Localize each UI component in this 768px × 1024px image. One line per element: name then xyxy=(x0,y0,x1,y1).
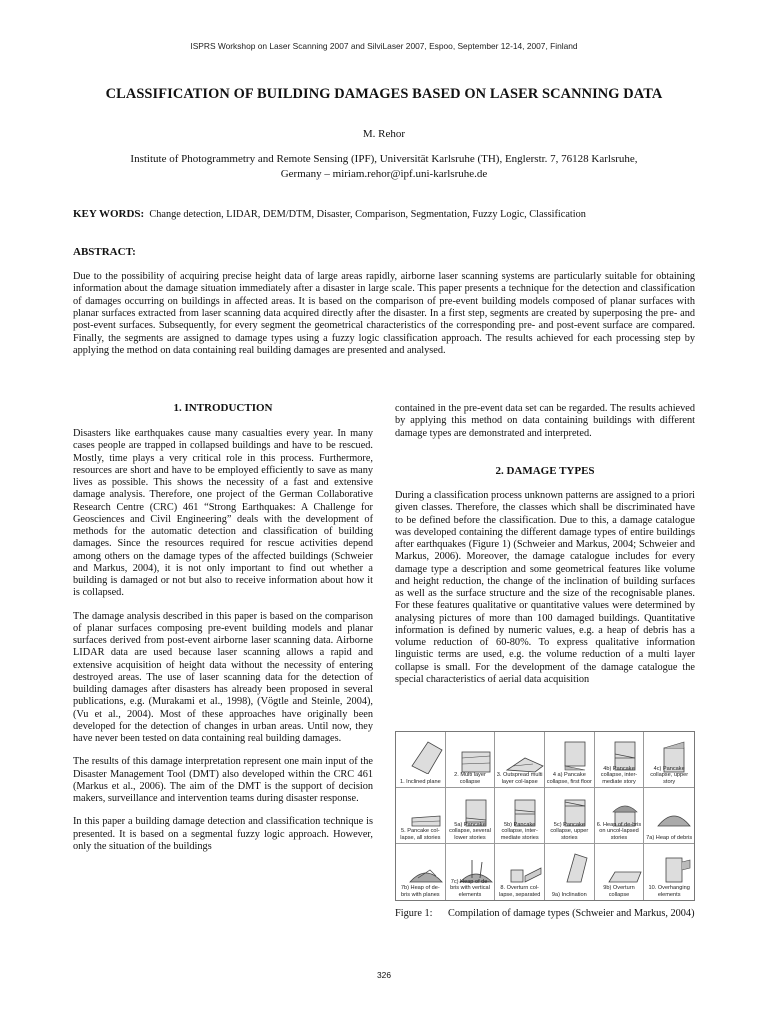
figure-cell-label: 4c) Pancake collapse, upper story xyxy=(650,765,689,785)
left-column xyxy=(73,428,373,864)
figure-cell xyxy=(545,844,595,900)
figure-cell xyxy=(595,788,645,844)
figure-cell-label: 9b) Overturn collapse xyxy=(603,885,635,898)
building-sketch-icon xyxy=(654,792,694,830)
figure-cell-label: 3. Outspread multi layer col-lapse xyxy=(496,772,543,785)
figure-cell-label: 7c) Heap of de-bris with vertical elements xyxy=(450,878,490,898)
figure-cell xyxy=(644,732,694,788)
figure-cell xyxy=(396,844,446,900)
abstract-text: Due to the possibility of acquiring precise height data of large areas rapidly, airborne laser scanning systems are particularly suitable for obtaining information about the damage situation immediately after a disaster in large scale. This paper presents a technique for the detection and classification of damages occurring on buildings in affected areas. It is based on the comparison of pre-event building models composed of planar surfaces with planar surfaces extracted from laser scanning data acquired directly after the disaster. In a first step, segments are created by superposing the pre- and post-event surfaces. Subsequently, for every segment the geometrical characteristics of the corresponding pre- and post-event surface are compared. Finally, the segments are assigned to damage types using a fuzzy logic classification approach. The results achieved for each processing step by applying the method on data containing real building damages are presented and analysed. xyxy=(73,271,695,357)
affiliation-line-2: Germany – miriam.rehor@ipf.uni-karlsruhe.de xyxy=(280,168,488,180)
figure-cell xyxy=(595,844,645,900)
figure-cell-label: 5a) Pancake collapse, several lower stories xyxy=(449,821,491,841)
figure-cell-label: 7b) Heap of de-bris with planes xyxy=(400,885,440,898)
figure-cell xyxy=(446,788,496,844)
caption-label: Figure 1: xyxy=(395,908,433,919)
figure-cell xyxy=(495,788,545,844)
figure-cell xyxy=(446,844,496,900)
building-sketch-icon xyxy=(406,848,446,886)
figure-1-damage-types xyxy=(395,731,695,901)
figure-cell xyxy=(545,788,595,844)
keywords-label: KEY WORDS: xyxy=(73,208,145,220)
building-sketch-icon xyxy=(555,848,595,886)
intro-paragraph-4: In this paper a building damage detection and classification technique is presented. It is based on a segmental fuzzy logic approach. However, only the situation of the buildings xyxy=(73,816,373,852)
figure-cell-label: 4 a) Pancake collapse, first floor xyxy=(546,772,592,785)
intro-paragraph-2: The damage analysis described in this paper is based on the comparison of planar surfaces composing pre-event building models and planar surfaces derived from post-event airborne laser scanning data. Airborne LIDAR data are used because laser scanning allows a rapid and extensive acquisition of height data without the necessity of entering destroyed areas. The use of laser scanning data for the detection of building damages after disasters has already been proposed in several publications, e.g. (Murakami et al., 1998), (Vögtle and Steinle, 2004), (Vu et al., 2004). Most of these approaches have originally been developed for the detection of changes in urban areas. Until now, they have never been tested on data containing real building damages. xyxy=(73,610,373,744)
figure-cell-label: 2. Multi layer collapse xyxy=(454,772,486,785)
building-sketch-icon xyxy=(406,736,446,774)
figure-cell xyxy=(644,788,694,844)
figure-cell xyxy=(396,788,446,844)
figure-cell-label: 9a) Inclination xyxy=(551,891,587,898)
figure-cell-label: 1. Inclined plane xyxy=(399,778,441,785)
keywords xyxy=(73,208,713,220)
section-2-heading: 2. DAMAGE TYPES xyxy=(495,465,595,477)
affiliation-line-1: Institute of Photogrammetry and Remote Sensing (IPF), Universität Karlsruhe (TH), Englerstr. 7, 76128 Karlsruhe, xyxy=(130,153,638,165)
page-number: 326 xyxy=(377,970,391,980)
building-sketch-icon xyxy=(605,848,645,886)
caption-text: Compilation of damage types (Schweier and Markus, 2004) xyxy=(448,908,695,919)
figure-cell-label: 5. Pancake col-lapse, all stories xyxy=(400,828,441,841)
building-sketch-icon xyxy=(654,848,694,886)
figure-cell-label: 6. Heap of de-bris on uncol-lapsed stories xyxy=(596,821,642,841)
keywords-list: Change detection, LIDAR, DEM/DTM, Disaster, Comparison, Segmentation, Fuzzy Logic, Classification xyxy=(149,209,586,220)
figure-cell xyxy=(644,844,694,900)
right-column-body xyxy=(395,490,695,697)
building-sketch-icon xyxy=(555,736,595,774)
right-column-top xyxy=(395,403,695,451)
figure-cell-label: 10. Overhanging elements xyxy=(648,885,690,898)
figure-cell-label: 5b) Pancake collapse, inter-mediate stories xyxy=(500,821,539,841)
abstract-heading: ABSTRACT: xyxy=(73,246,136,258)
figure-cell xyxy=(495,732,545,788)
figure-cell xyxy=(446,732,496,788)
author: M. Rehor xyxy=(362,128,406,140)
building-sketch-icon xyxy=(505,736,545,774)
affiliation xyxy=(70,152,698,182)
figure-cell-label: 8. Overturn col-lapse, separated xyxy=(498,885,541,898)
running-header: ISPRS Workshop on Laser Scanning 2007 and SilviLaser 2007, Espoo, September 12-14, 2007, Finland xyxy=(190,41,578,51)
building-sketch-icon xyxy=(456,736,496,774)
figure-cell-label: 7a) Heap of debris xyxy=(646,834,693,841)
figure-cell xyxy=(396,732,446,788)
building-sketch-icon xyxy=(505,848,545,886)
intro-paragraph-1: Disasters like earthquakes cause many casualties every year. In many cases people are trapped in collapsed buildings and have to be rescued. Mostly, time plays a very critical role in this process. Furthermore, resources are short and have to be employed efficiently to save as many lives as possible. This shows the necessity of a fast and extensive damage analysis. Therefore, one project of the German Collaborative Research Centre (CRC) 461 “Strong Earthquakes: A Challenge for Geosciences and Civil Engineering” deals with the development of methods for the automatic detection and classification of building damages. Since the resources required for rescue activities depend among others on the damage types of the affected buildings (Schweier and Markus, 2004), it is not only important to find out whether a building is damaged or not but also to receive information about how it is collapsed. xyxy=(73,428,373,599)
figure-cell xyxy=(495,844,545,900)
figure-cell xyxy=(595,732,645,788)
damage-types-paragraph: During a classification process unknown patterns are assigned to a priori given classes. Therefore, the classes which shall be discriminated have to be defined before the classification. Due to this, a damage catalogue was developed containing the different damage types of entire buildings after earthquakes (Figure 1) (Schweier and Markus, 2004; Schweier and Markus, 2006). Moreover, the damage catalogue includes for every damage type a description and some geometrical features like volume and height reduction, the change of the inclination of building surfaces as well as the surface structure and the size of the recognisable planes. For these features qualitative or quantitative values were determined by analysing pictures of more than 100 damaged buildings. Quantitative information is defined by numeric values, e.g. a heap of debris has a volume reduction of 60-80%. To express qualitative information linguistic terms are used, e.g. the volume reduction of a multi layer collapse is small. For the development of the damage catalogue the special characteristics of aerial data acquisition xyxy=(395,490,695,685)
figure-cell-label: 4b) Pancake collapse, inter-mediate story xyxy=(600,765,638,785)
paper-title: CLASSIFICATION OF BUILDING DAMAGES BASED ON LASER SCANNING DATA xyxy=(105,86,663,102)
figure-cell xyxy=(545,732,595,788)
intro-paragraph-3: The results of this damage interpretation represent one main input of the Disaster Management Tool (DMT) also developed within the CRC 461 (Markus et al., 2006). The aim of the DMT is the support of decision makers, surveillance and intervention teams during disaster response. xyxy=(73,756,373,804)
continued-paragraph: contained in the pre-event data set can be regarded. The results achieved by applying this method on data containing buildings with different damage types are demonstrated and interpreted. xyxy=(395,403,695,439)
figure-cell-label: 5c) Pancake collapse, upper stories xyxy=(550,821,589,841)
section-1-heading: 1. INTRODUCTION xyxy=(173,402,273,414)
building-sketch-icon xyxy=(406,792,446,830)
